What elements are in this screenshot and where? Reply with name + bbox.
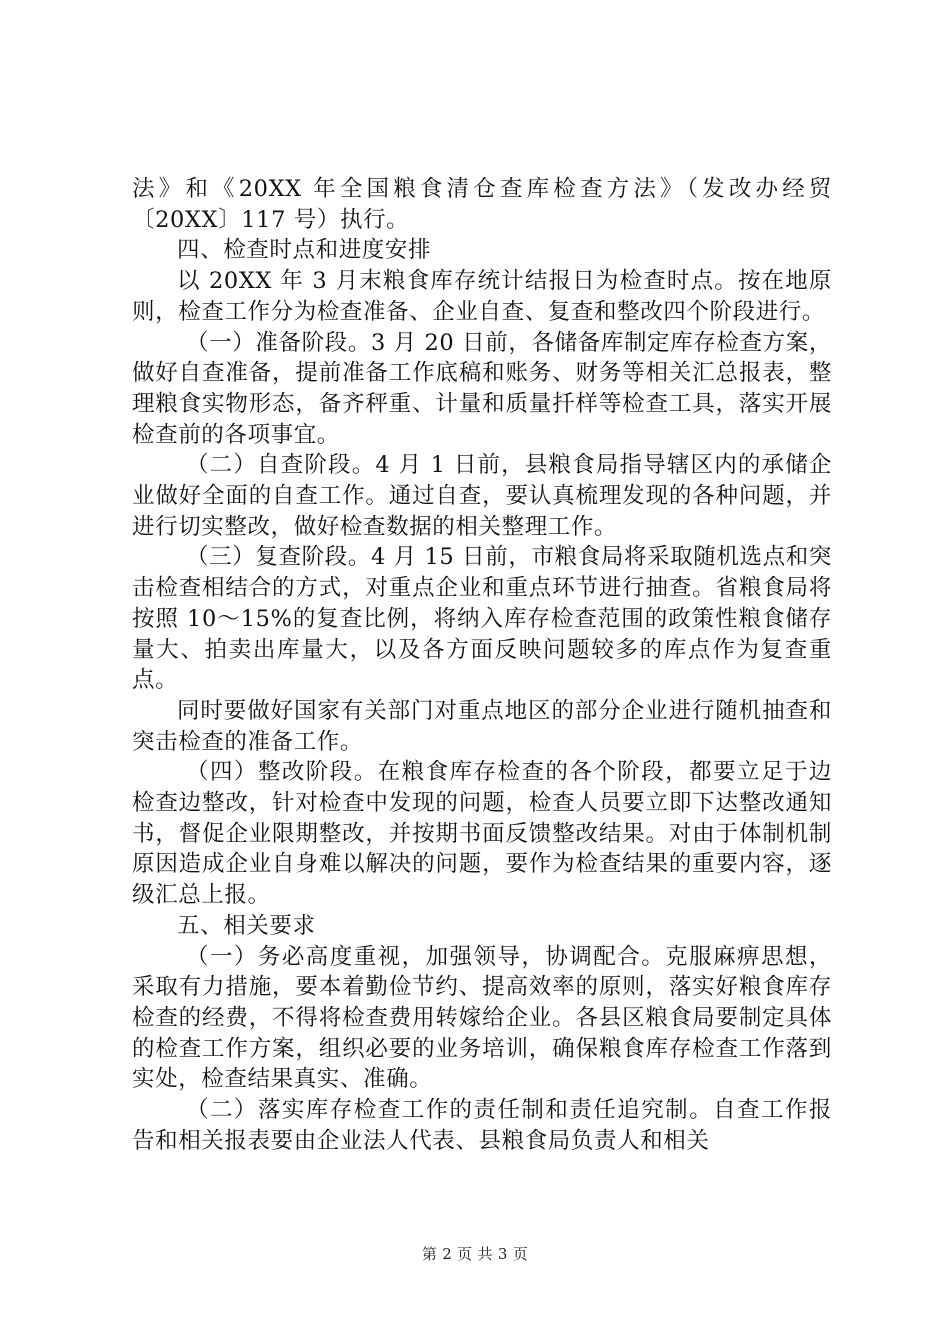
page-number-label: 第 2 页 共 3 页	[421, 1245, 529, 1263]
paragraph-recheck-stage: （三）复查阶段。4 月 15 日前，市粮食局将采取随机选点和突击检查相结合的方式，对重点企业和重点环节进行抽查。省粮食局将按照 10～15%的复查比例，将纳入库存检查范围的政策性粮食储存量大、拍卖出库量大，以及各方面反映问题较多的库点作为复查重点。	[132, 544, 832, 694]
paragraph-prep-stage: （一）准备阶段。3 月 20 日前，各储备库制定库存检查方案，做好自查准备，提前准备工作底稿和账务、财务等相关汇总报表，整理粮食实物形态，备齐秤重、计量和质量扦样等检查工具，落实开展检查前的各项事宜。	[132, 329, 832, 448]
section-heading-4: 四、检查时点和进度安排	[177, 237, 432, 264]
paragraph-check-timepoint: 以 20XX 年 3 月末粮食库存统计结报日为检查时点。按在地原则，检查工作分为检查准备、企业自查、复查和整改四个阶段进行。	[132, 268, 832, 325]
document-body	[132, 174, 832, 1157]
paragraph-requirement-1: （一）务必高度重视，加强领导，协调配合。克服麻痹思想，采取有力措施，要本着勤俭节约、提高效率的原则，落实好粮食库存检查的经费，不得将检查费用转嫁给企业。各县区粮食局要制定具体的检查工作方案，组织必要的业务培训，确保粮食库存检查工作落到实处，检查结果真实、准确。	[132, 943, 832, 1093]
paragraph-requirement-2: （二）落实库存检查工作的责任制和责任追究制。自查工作报告和相关报表要由企业法人代表、县粮食局负责人和相关	[132, 1097, 832, 1154]
page-footer	[0, 1243, 950, 1264]
section-heading-5: 五、相关要求	[177, 912, 316, 939]
paragraph-national-spot-check: 同时要做好国家有关部门对重点地区的部分企业进行随机抽查和突击检查的准备工作。	[132, 697, 832, 755]
paragraph-rectify-stage: （四）整改阶段。在粮食库存检查的各个阶段，都要立足于边检查边整改，针对检查中发现的问题，检查人员要立即下达整改通知书，督促企业限期整改，并按期书面反馈整改结果。对由于体制机制原因造成企业自身难以解决的问题，要作为检查结果的重要内容，逐级汇总上报。	[132, 759, 832, 909]
paragraph-continuation: 法》和《20XX 年全国粮食清仓查库检查方法》（发改办经贸〔20XX〕117 号）执行。	[132, 176, 832, 233]
paragraph-self-check-stage: （二）自查阶段。4 月 1 日前，县粮食局指导辖区内的承储企业做好全面的自查工作。通过自查，要认真梳理发现的各种问题，并进行切实整改，做好检查数据的相关整理工作。	[132, 452, 832, 540]
